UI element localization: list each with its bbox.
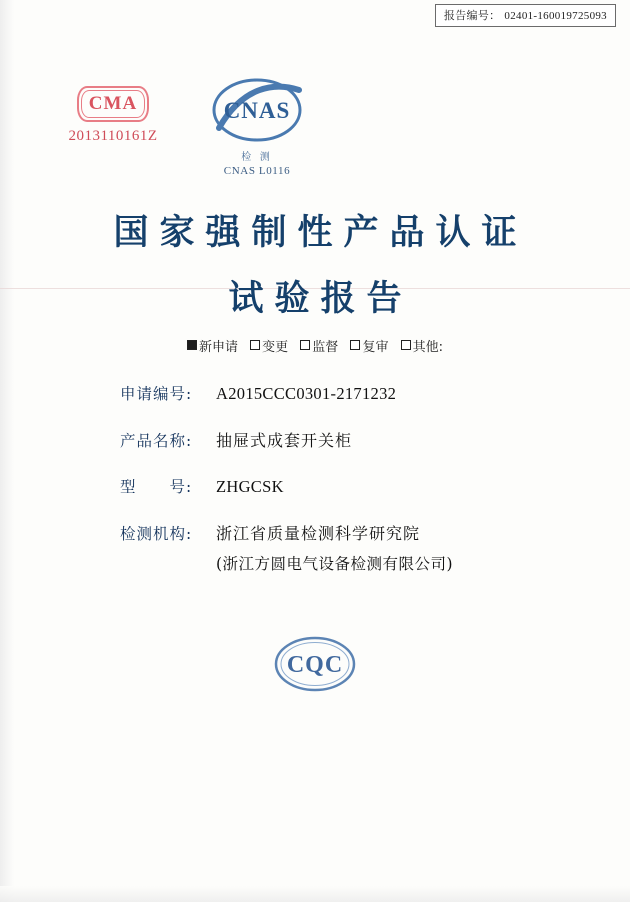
application-type-label-0: 新申请 xyxy=(198,340,238,355)
svg-text:CNAS: CNAS xyxy=(223,98,291,123)
application-type-label-1: 变更 xyxy=(262,340,289,355)
field-value-testing-organization-secondary: (浙江方圆电气设备检测有限公司) xyxy=(216,555,454,573)
report-number-value: 02401-160019725093 xyxy=(504,10,607,22)
cma-mark xyxy=(48,86,178,145)
application-type-option-0[interactable] xyxy=(187,336,238,355)
checkbox-icon[interactable] xyxy=(401,340,411,350)
cnas-id: CNAS L0116 xyxy=(223,165,291,177)
cqc-logo-icon xyxy=(272,634,358,694)
accreditation-marks xyxy=(0,76,630,186)
field-value-testing-organization: 浙江省质量检测科学研究院 xyxy=(216,524,421,543)
report-number-label: 报告编号： xyxy=(443,10,501,22)
application-type-option-4[interactable] xyxy=(401,336,443,355)
field-label-model: 型 号: xyxy=(120,478,193,496)
cma-badge-icon xyxy=(77,86,149,122)
cma-code: 2013110161Z xyxy=(68,128,158,144)
field-value-product-name: 抽屉式成套开关柜 xyxy=(216,431,353,450)
checkbox-icon[interactable] xyxy=(250,340,260,350)
cnas-sub-label: 检 测 xyxy=(241,152,273,163)
checkbox-icon[interactable] xyxy=(300,340,310,350)
field-value-application-number: A2015CCC0301-2171232 xyxy=(216,384,397,403)
field-row-testing-organization xyxy=(0,521,630,544)
application-type-option-2[interactable] xyxy=(300,336,338,355)
field-label-application-number: 申请编号: xyxy=(120,385,193,403)
svg-text:CQC: CQC xyxy=(286,652,344,678)
application-type-label-4: 其他: xyxy=(412,340,443,355)
application-type-option-1[interactable] xyxy=(250,336,288,355)
application-type-label-3: 复审 xyxy=(362,340,389,355)
cnas-logo-icon xyxy=(205,76,309,150)
application-type-option-3[interactable] xyxy=(350,336,388,355)
field-row-product-name xyxy=(0,428,630,451)
cma-letters: CMA xyxy=(88,93,138,114)
field-row-model xyxy=(0,475,630,497)
title-line-1: 国家强制性产品认证 xyxy=(113,212,528,253)
checkbox-icon-checked[interactable] xyxy=(187,340,197,350)
report-number-box xyxy=(435,4,616,27)
application-type-row xyxy=(0,336,630,355)
field-row-application-number xyxy=(0,382,630,404)
checkbox-icon[interactable] xyxy=(350,340,360,350)
field-label-product-name: 产品名称: xyxy=(120,432,193,450)
field-label-testing-organization: 检测机构: xyxy=(120,525,193,543)
field-list xyxy=(0,382,630,596)
title-line-2: 试验报告 xyxy=(228,278,413,319)
application-type-label-2: 监督 xyxy=(312,340,339,355)
cqc-mark xyxy=(0,634,630,699)
scan-edge-bottom xyxy=(0,886,630,902)
document-title xyxy=(0,205,630,321)
field-value-model: ZHGCSK xyxy=(216,477,284,496)
cnas-mark xyxy=(182,76,332,177)
